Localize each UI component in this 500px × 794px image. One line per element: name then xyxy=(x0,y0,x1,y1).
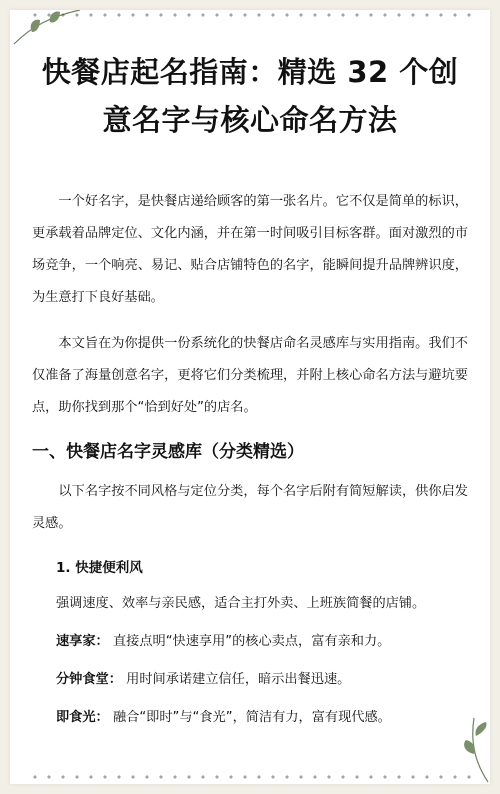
name-entry xyxy=(56,626,468,658)
document-page xyxy=(10,10,490,784)
page-title: 快餐店起名指南：精选 32 个创意名字与核心命名方法 xyxy=(41,55,459,137)
entry-name: 分钟食堂： xyxy=(56,672,122,687)
entry-name: 速享家： xyxy=(56,634,109,649)
article xyxy=(32,48,468,740)
entry-text: 用时间承诺建立信任，暗示出餐迅速。 xyxy=(121,672,351,687)
entry-text: 直接点明“快速享用”的核心卖点，富有亲和力。 xyxy=(108,634,391,649)
leaf-decoration-icon xyxy=(12,10,82,46)
entry-text: 融合“即时”与“食光”，简洁有力，富有现代感。 xyxy=(108,710,391,725)
subsection-description: 强调速度、效率与亲民感，适合主打外卖、上班族简餐的店铺。 xyxy=(56,596,426,611)
intro-paragraph: 本文旨在为你提供一份系统化的快餐店命名灵感库与实用指南。我们不仅准备了海量创意名字，更将它们分类梳理，并附上核心命名方法与避坑要点，助你找到那个“恰到好处”的店名。 xyxy=(32,336,468,415)
section-description: 以下名字按不同风格与定位分类，每个名字后附有简短解读，供你启发灵感。 xyxy=(32,484,468,531)
bottom-dotted-border xyxy=(28,774,472,780)
subsection-heading: 1. 快捷便利风 xyxy=(56,560,143,576)
section-heading: 一、快餐店名字灵感库（分类精选） xyxy=(32,442,304,462)
intro-paragraph: 一个好名字，是快餐店递给顾客的第一张名片。它不仅是简单的标识，更承载着品牌定位、文化内涵，并在第一时间吸引目标客群。面对激烈的市场竞争，一个响亮、易记、贴合店铺特色的名字，能瞬间提升品牌辨识度，为生意打下良好基础。 xyxy=(32,194,468,305)
entry-name: 即食光： xyxy=(56,710,109,725)
top-dotted-border xyxy=(28,12,472,18)
name-entry xyxy=(56,702,468,734)
name-entry xyxy=(56,664,468,696)
